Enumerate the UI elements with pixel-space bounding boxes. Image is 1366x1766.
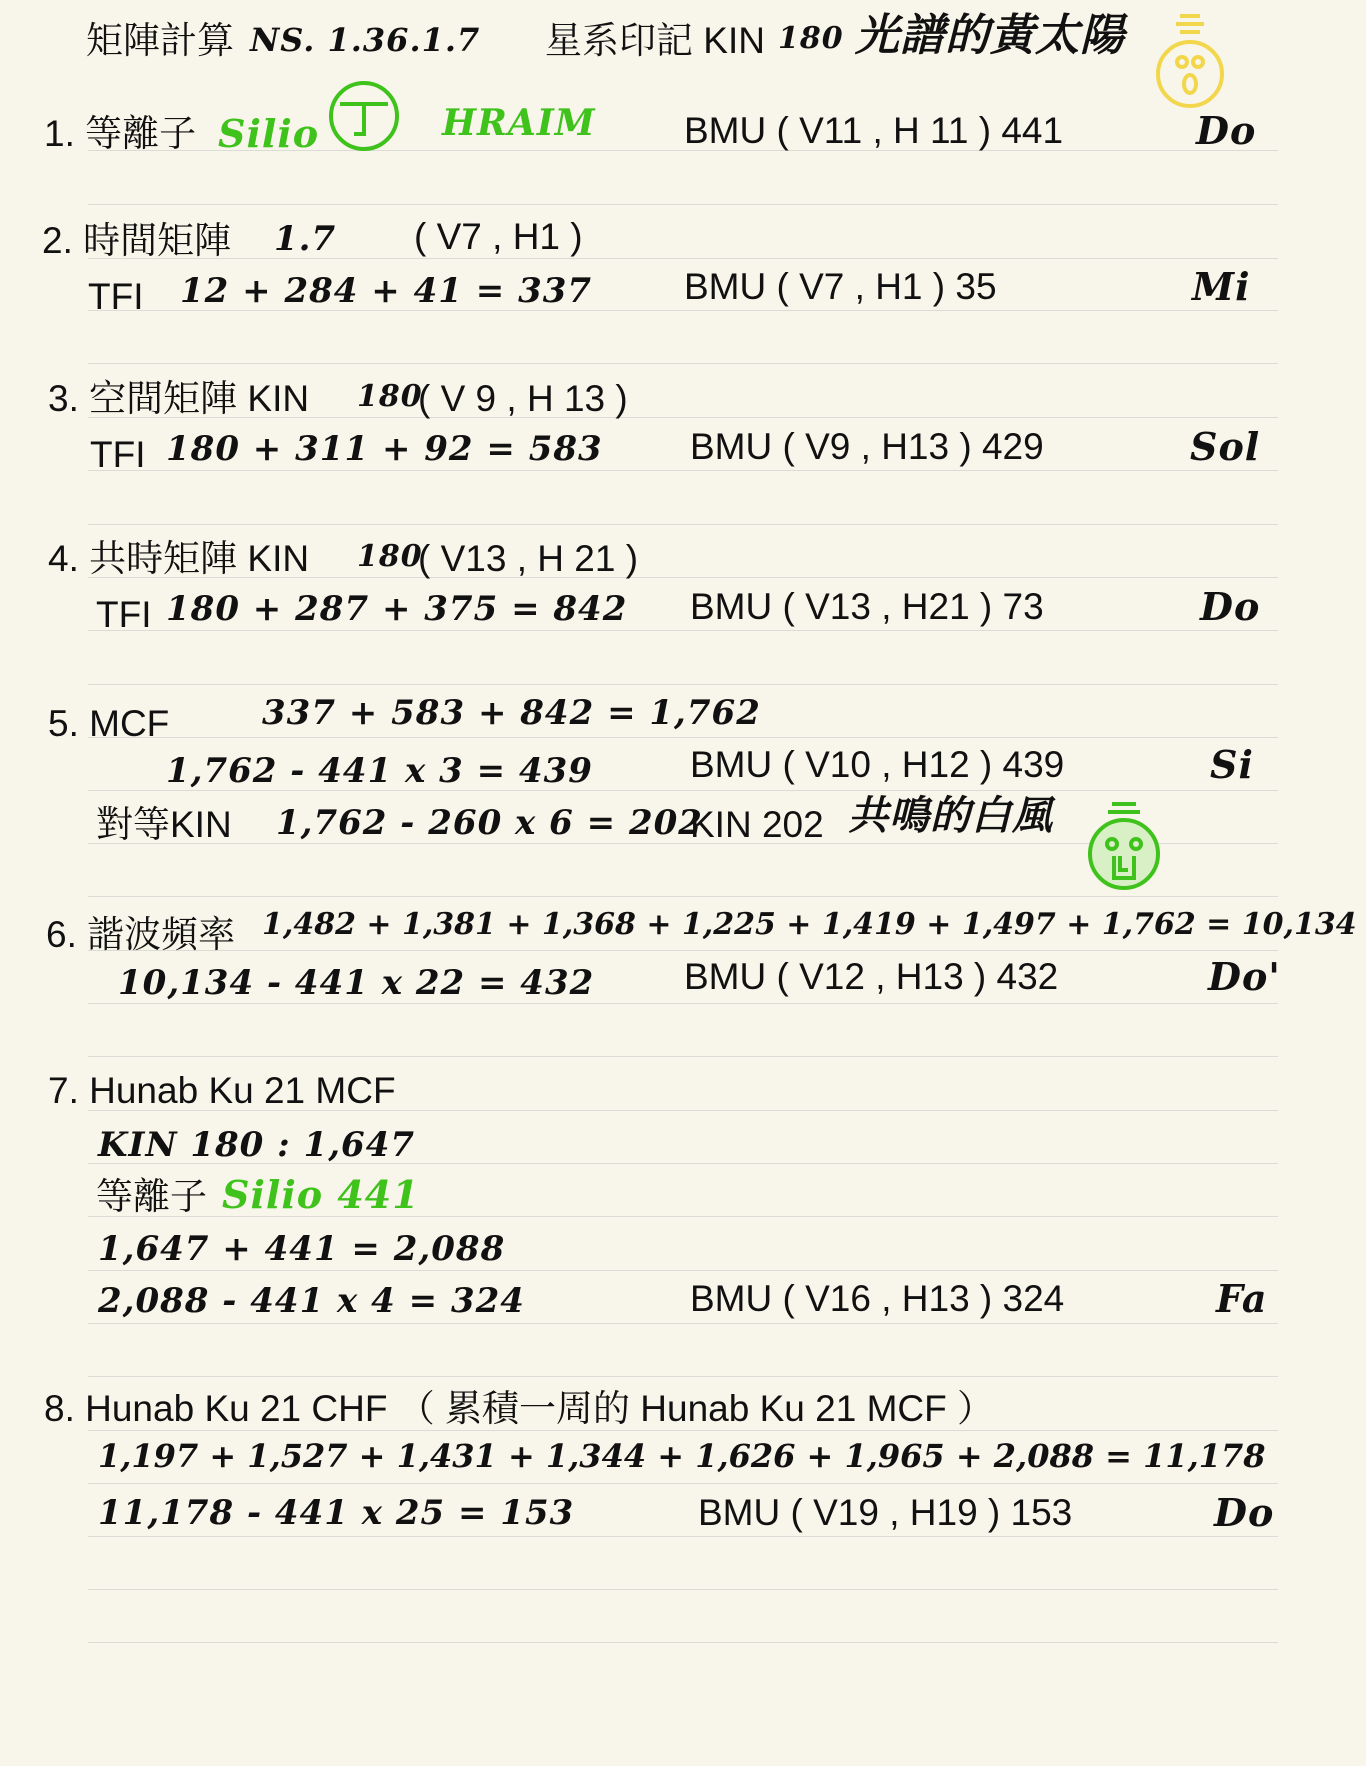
hraim-label: HRAIM <box>442 102 596 144</box>
glyph-kin-number: 180 <box>778 21 844 56</box>
section-heading: 4. 共時矩陣 KIN <box>48 538 310 579</box>
rule-line <box>88 1430 1278 1431</box>
hunab-plasma-label: 等離子 <box>96 1176 207 1217</box>
tfi-label: TFI <box>90 434 146 475</box>
matrix-value: 1.7 <box>274 219 337 259</box>
chf-sum: 1,197 + 1,527 + 1,431 + 1,344 + 1,626 + 1,965 + 2,088 = 11,178 <box>98 1437 1266 1475</box>
rule-line <box>88 1483 1278 1484</box>
harmonic-sum: 1,482 + 1,381 + 1,368 + 1,225 + 1,419 + 1,497 + 1,762 = 10,134 <box>262 907 1357 942</box>
rule-line <box>88 258 1278 259</box>
musical-note: Do <box>1200 584 1261 629</box>
white-wind-glyph-icon <box>1084 796 1164 892</box>
rule-line <box>88 630 1278 631</box>
ns-date: NS. 1.36.1.7 <box>250 21 481 59</box>
rule-line <box>88 363 1278 364</box>
analog-kin-number: KIN 202 <box>690 804 824 845</box>
hunab-kin-line: KIN 180 : 1,647 <box>98 1125 416 1165</box>
matrix-coords: ( V7 , H1 ) <box>414 216 583 257</box>
section-heading: 8. Hunab Ku 21 CHF （ 累積一周的 Hunab Ku 21 MCF ） <box>44 1388 995 1429</box>
musical-note: Mi <box>1192 264 1251 309</box>
rule-line <box>88 737 1278 738</box>
bmu-value: BMU ( V9 , H13 ) 429 <box>690 426 1044 467</box>
rule-line <box>88 1376 1278 1377</box>
rule-line <box>88 524 1278 525</box>
analog-kin-name: 共鳴的白風 <box>848 792 1053 839</box>
tfi-label: TFI <box>88 276 144 317</box>
page-title: 矩陣計算 <box>86 20 234 61</box>
tfi-calc: 180 + 287 + 375 = 842 <box>166 589 628 629</box>
bmu-value: BMU ( V12 , H13 ) 432 <box>684 956 1059 997</box>
matrix-coords: ( V 9 , H 13 ) <box>418 378 628 419</box>
silio-plasma-icon <box>326 78 402 154</box>
section-heading: 6. 諧波頻率 <box>46 914 236 955</box>
section-kin: 180 <box>357 539 423 574</box>
hunab-plasma-value: Silio 441 <box>222 1172 420 1217</box>
bmu-value: BMU ( V13 , H21 ) 73 <box>690 586 1044 627</box>
matrix-coords: ( V13 , H 21 ) <box>418 538 639 579</box>
tfi-calc: 12 + 284 + 41 = 337 <box>180 271 593 311</box>
tfi-label: TFI <box>96 594 152 635</box>
rule-line <box>88 1323 1278 1324</box>
tfi-calc: 180 + 311 + 92 = 583 <box>166 429 603 469</box>
glyph-kin-name: 光譜的黃太陽 <box>855 10 1125 61</box>
section-heading: 3. 空間矩陣 KIN <box>48 378 310 419</box>
mcf-calc: 1,762 - 441 x 3 = 439 <box>166 751 593 791</box>
bmu-value: BMU ( V10 , H12 ) 439 <box>690 744 1065 785</box>
rule-line <box>88 950 1278 951</box>
musical-note: Do <box>1214 1490 1275 1535</box>
section-kin: 180 <box>357 379 423 414</box>
rule-line <box>88 1056 1278 1057</box>
rule-line <box>88 1270 1278 1271</box>
analog-kin-calc: 1,762 - 260 x 6 = 202 <box>276 803 703 843</box>
rule-line <box>88 204 1278 205</box>
section-heading: 1. 等離子 <box>44 113 197 154</box>
yellow-sun-glyph-icon <box>1150 10 1230 110</box>
chf-calc: 11,178 - 441 x 25 = 153 <box>98 1493 575 1533</box>
mcf-sum: 337 + 583 + 842 = 1,762 <box>262 693 761 733</box>
rule-line <box>88 1589 1278 1590</box>
rule-line <box>88 1536 1278 1537</box>
musical-note: Do' <box>1208 954 1281 999</box>
bmu-value: BMU ( V7 , H1 ) 35 <box>684 266 997 307</box>
section-heading: 5. MCF <box>48 703 170 744</box>
glyph-label: 星系印記 KIN <box>545 20 765 61</box>
rule-line <box>88 684 1278 685</box>
section-heading: 7. Hunab Ku 21 MCF <box>48 1070 396 1111</box>
section-heading: 2. 時間矩陣 <box>42 220 232 261</box>
bmu-value: BMU ( V16 , H13 ) 324 <box>690 1278 1065 1319</box>
bmu-value: BMU ( V11 , H 11 ) 441 <box>684 110 1064 151</box>
musical-note: Fa <box>1216 1276 1268 1321</box>
bmu-value: BMU ( V19 , H19 ) 153 <box>698 1492 1073 1533</box>
analog-kin-label: 對等KIN <box>96 804 232 845</box>
plasma-name: Silio <box>218 111 320 156</box>
hunab-calc: 2,088 - 441 x 4 = 324 <box>98 1281 525 1321</box>
musical-note: Sol <box>1190 424 1261 469</box>
rule-line <box>88 896 1278 897</box>
rule-line <box>88 1003 1278 1004</box>
rule-line <box>88 1642 1278 1643</box>
hunab-sum: 1,647 + 441 = 2,088 <box>98 1229 506 1269</box>
rule-line <box>88 470 1278 471</box>
musical-note: Si <box>1210 742 1254 787</box>
harmonic-calc: 10,134 - 441 x 22 = 432 <box>118 963 595 1003</box>
musical-note: Do <box>1196 108 1257 153</box>
